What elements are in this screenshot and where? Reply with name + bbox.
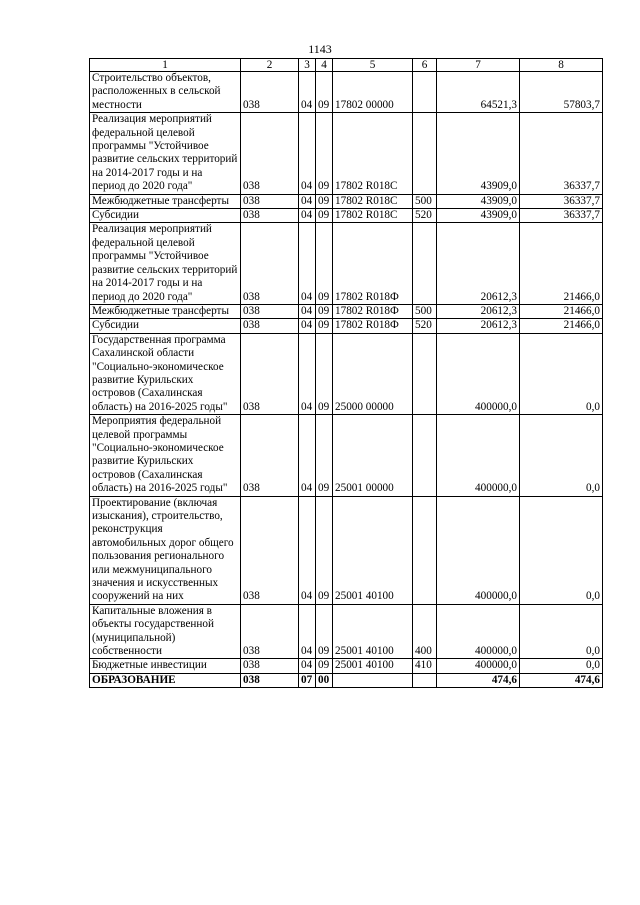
- cell-expense-type: 500: [413, 304, 437, 318]
- cell-target: 25000 00000: [333, 333, 413, 414]
- cell-sum-2: 0,0: [520, 496, 603, 604]
- cell-sum-1: 43909,0: [437, 113, 520, 194]
- cell-section: 04: [299, 304, 316, 318]
- table-row: [90, 113, 603, 194]
- cell-sum-2: 21466,0: [520, 319, 603, 333]
- cell-name: Строительство объектов, расположенных в сельской местности: [90, 72, 241, 113]
- header-col-8: 8: [520, 59, 603, 72]
- cell-expense-type: [413, 496, 437, 604]
- table-row: [90, 209, 603, 223]
- cell-ministry: 038: [241, 209, 299, 223]
- table-row: [90, 604, 603, 659]
- cell-sum-2: 21466,0: [520, 223, 603, 304]
- cell-expense-type: [413, 223, 437, 304]
- cell-target: 25001 40100: [333, 604, 413, 659]
- table-body: [90, 72, 603, 688]
- cell-expense-type: 520: [413, 319, 437, 333]
- cell-sum-2: 0,0: [520, 604, 603, 659]
- cell-sum-2: 36337,7: [520, 194, 603, 208]
- cell-sum-1: 400000,0: [437, 333, 520, 414]
- cell-ministry: 038: [241, 673, 299, 687]
- cell-sum-1: 43909,0: [437, 194, 520, 208]
- cell-sum-2: 474,6: [520, 673, 603, 687]
- cell-section: 04: [299, 496, 316, 604]
- header-col-7: 7: [437, 59, 520, 72]
- cell-ministry: 038: [241, 496, 299, 604]
- cell-section: 04: [299, 113, 316, 194]
- budget-table: [89, 58, 603, 688]
- table-row: [90, 319, 603, 333]
- cell-section: 07: [299, 673, 316, 687]
- header-col-3: 3: [299, 59, 316, 72]
- cell-name: Реализация мероприятий федеральной целевой программы "Устойчивое развитие сельских территорий на 2014-2017 годы и на период до 2020 года": [90, 223, 241, 304]
- cell-sum-1: 64521,3: [437, 72, 520, 113]
- cell-sum-1: 20612,3: [437, 319, 520, 333]
- cell-expense-type: 400: [413, 604, 437, 659]
- cell-expense-type: [413, 333, 437, 414]
- cell-sum-1: 20612,3: [437, 304, 520, 318]
- table-row: [90, 496, 603, 604]
- cell-name: Государственная программа Сахалинской области "Социально-экономическое развитие Курильских островов (Сахалинская область) на 2016-2025 годы": [90, 333, 241, 414]
- header-row: [90, 59, 603, 72]
- cell-subsection: 00: [316, 673, 333, 687]
- cell-expense-type: 410: [413, 659, 437, 673]
- cell-ministry: 038: [241, 604, 299, 659]
- header-col-4: 4: [316, 59, 333, 72]
- cell-subsection: 09: [316, 223, 333, 304]
- cell-section: 04: [299, 72, 316, 113]
- cell-subsection: 09: [316, 304, 333, 318]
- cell-name: Межбюджетные трансферты: [90, 304, 241, 318]
- cell-section: 04: [299, 319, 316, 333]
- cell-subsection: 09: [316, 319, 333, 333]
- header-col-6: 6: [413, 59, 437, 72]
- cell-ministry: 038: [241, 113, 299, 194]
- cell-subsection: 09: [316, 209, 333, 223]
- header-col-1: 1: [90, 59, 241, 72]
- cell-subsection: 09: [316, 113, 333, 194]
- cell-sum-2: 36337,7: [520, 209, 603, 223]
- cell-sum-1: 400000,0: [437, 659, 520, 673]
- cell-name: Субсидии: [90, 209, 241, 223]
- cell-sum-1: 474,6: [437, 673, 520, 687]
- cell-sum-2: 0,0: [520, 333, 603, 414]
- cell-target: 17802 R018Ф: [333, 319, 413, 333]
- cell-subsection: 09: [316, 333, 333, 414]
- cell-expense-type: [413, 72, 437, 113]
- header-col-5: 5: [333, 59, 413, 72]
- cell-sum-1: 20612,3: [437, 223, 520, 304]
- cell-section: 04: [299, 194, 316, 208]
- cell-name: ОБРАЗОВАНИЕ: [90, 673, 241, 687]
- cell-ministry: 038: [241, 223, 299, 304]
- table-row: [90, 72, 603, 113]
- cell-subsection: 09: [316, 72, 333, 113]
- cell-section: 04: [299, 659, 316, 673]
- cell-sum-1: 400000,0: [437, 604, 520, 659]
- cell-name: Мероприятия федеральной целевой программы "Социально-экономическое развитие Курильских островов (Сахалинская область) на 2016-2025 годы": [90, 415, 241, 496]
- cell-subsection: 09: [316, 604, 333, 659]
- cell-target: 25001 00000: [333, 415, 413, 496]
- cell-section: 04: [299, 223, 316, 304]
- cell-section: 04: [299, 415, 316, 496]
- cell-expense-type: 520: [413, 209, 437, 223]
- table-row: [90, 333, 603, 414]
- table-row: [90, 673, 603, 687]
- table-row: [90, 415, 603, 496]
- table-row: [90, 194, 603, 208]
- cell-ministry: 038: [241, 333, 299, 414]
- cell-target: 25001 40100: [333, 496, 413, 604]
- cell-target: 17802 R018C: [333, 194, 413, 208]
- cell-name: Межбюджетные трансферты: [90, 194, 241, 208]
- cell-name: Бюджетные инвестиции: [90, 659, 241, 673]
- cell-target: 17802 R018Ф: [333, 304, 413, 318]
- cell-ministry: 038: [241, 72, 299, 113]
- cell-subsection: 09: [316, 194, 333, 208]
- cell-name: Реализация мероприятий федеральной целевой программы "Устойчивое развитие сельских территорий на 2014-2017 годы и на период до 2020 года": [90, 113, 241, 194]
- cell-ministry: 038: [241, 319, 299, 333]
- cell-subsection: 09: [316, 659, 333, 673]
- cell-target: 25001 40100: [333, 659, 413, 673]
- cell-sum-2: 21466,0: [520, 304, 603, 318]
- cell-target: 17802 00000: [333, 72, 413, 113]
- cell-name: Капитальные вложения в объекты государственной (муниципальной) собственности: [90, 604, 241, 659]
- cell-section: 04: [299, 604, 316, 659]
- cell-target: 17802 R018Ф: [333, 223, 413, 304]
- cell-sum-1: 400000,0: [437, 496, 520, 604]
- cell-sum-1: 43909,0: [437, 209, 520, 223]
- cell-section: 04: [299, 209, 316, 223]
- cell-ministry: 038: [241, 304, 299, 318]
- cell-sum-1: 400000,0: [437, 415, 520, 496]
- cell-subsection: 09: [316, 496, 333, 604]
- cell-expense-type: [413, 673, 437, 687]
- table-row: [90, 659, 603, 673]
- table-header: [90, 59, 603, 72]
- cell-ministry: 038: [241, 194, 299, 208]
- cell-ministry: 038: [241, 415, 299, 496]
- cell-expense-type: [413, 415, 437, 496]
- cell-target: 17802 R018C: [333, 113, 413, 194]
- cell-name: Проектирование (включая изыскания), строительство, реконструкция автомобильных дорог общего пользования регионального или межмуниципального значения и искусственных сооружений на них: [90, 496, 241, 604]
- cell-subsection: 09: [316, 415, 333, 496]
- cell-ministry: 038: [241, 659, 299, 673]
- cell-section: 04: [299, 333, 316, 414]
- cell-target: [333, 673, 413, 687]
- table-row: [90, 304, 603, 318]
- table-row: [90, 223, 603, 304]
- page-number: 1143: [308, 42, 332, 56]
- cell-sum-2: 0,0: [520, 659, 603, 673]
- cell-sum-2: 57803,7: [520, 72, 603, 113]
- cell-sum-2: 0,0: [520, 415, 603, 496]
- cell-sum-2: 36337,7: [520, 113, 603, 194]
- header-col-2: 2: [241, 59, 299, 72]
- cell-expense-type: [413, 113, 437, 194]
- cell-expense-type: 500: [413, 194, 437, 208]
- cell-target: 17802 R018C: [333, 209, 413, 223]
- cell-name: Субсидии: [90, 319, 241, 333]
